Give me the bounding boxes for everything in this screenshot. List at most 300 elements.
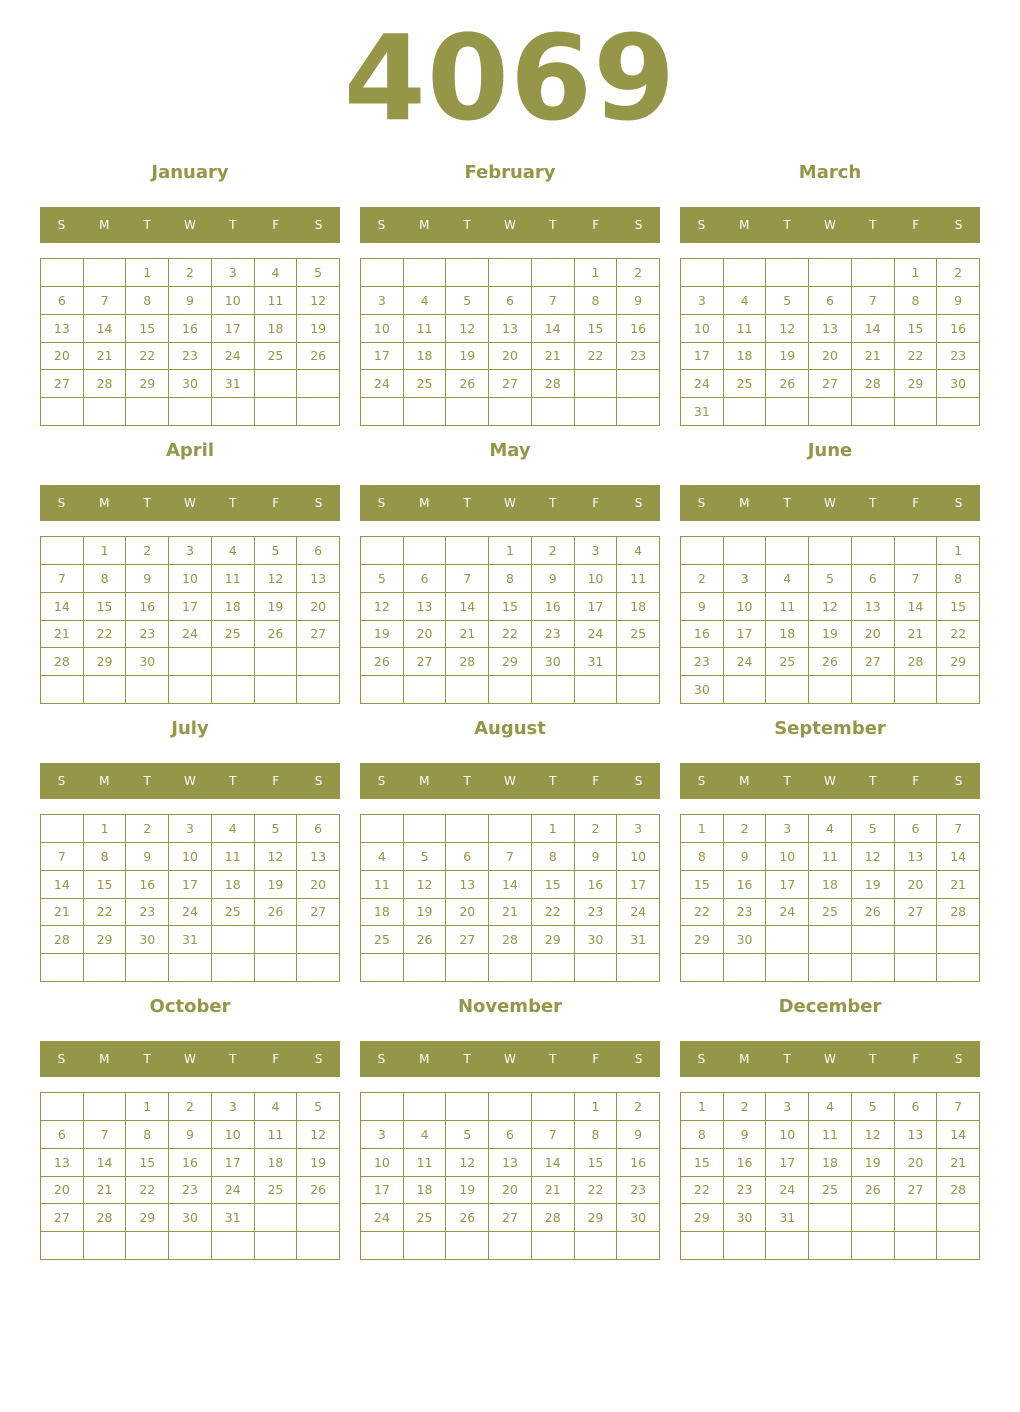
day-cell: 3 — [617, 815, 660, 843]
day-cell: 16 — [126, 593, 169, 621]
day-cell — [809, 954, 852, 982]
day-cell: 2 — [169, 259, 212, 287]
day-cell: 12 — [255, 843, 298, 871]
day-cell: 30 — [169, 370, 212, 398]
day-cell: 6 — [297, 537, 340, 565]
day-cell: 12 — [446, 315, 489, 343]
day-cell — [489, 1232, 532, 1260]
day-cell: 21 — [937, 871, 980, 899]
day-cell: 10 — [724, 593, 767, 621]
day-cell: 22 — [575, 343, 618, 371]
day-cell — [169, 676, 212, 704]
day-cell — [852, 1232, 895, 1260]
day-cell — [169, 954, 212, 982]
day-cell: 11 — [404, 1149, 447, 1177]
day-cell: 18 — [617, 593, 660, 621]
weekday-header — [360, 207, 660, 243]
month-december — [680, 984, 980, 1262]
day-cell: 23 — [126, 621, 169, 649]
day-cell: 15 — [895, 315, 938, 343]
day-cell — [404, 954, 447, 982]
day-cell: 28 — [489, 926, 532, 954]
day-cell: 4 — [212, 815, 255, 843]
day-cell: 20 — [446, 899, 489, 927]
day-cell: 11 — [724, 315, 767, 343]
day-cell: 31 — [766, 1204, 809, 1232]
weekday-label: T — [869, 496, 877, 510]
day-cell — [575, 398, 618, 426]
day-cell: 28 — [84, 1204, 127, 1232]
day-cell: 22 — [489, 621, 532, 649]
day-cell: 2 — [126, 815, 169, 843]
day-cell: 28 — [937, 1177, 980, 1205]
day-cell: 29 — [937, 648, 980, 676]
day-cell: 16 — [532, 593, 575, 621]
month-name: April — [165, 440, 215, 461]
day-cell: 23 — [575, 899, 618, 927]
day-cell: 8 — [681, 843, 724, 871]
day-cell: 5 — [255, 815, 298, 843]
day-cell: 31 — [169, 926, 212, 954]
day-cell: 7 — [852, 287, 895, 315]
month-october — [40, 984, 340, 1262]
weekday-label: S — [57, 218, 66, 232]
day-cell: 13 — [41, 315, 84, 343]
weekday-label: S — [314, 1052, 323, 1066]
day-cell — [361, 815, 404, 843]
day-cell — [766, 1232, 809, 1260]
day-cell — [446, 537, 489, 565]
day-cell: 6 — [489, 1121, 532, 1149]
day-cell — [404, 1232, 447, 1260]
day-cell: 19 — [255, 871, 298, 899]
day-cell: 1 — [575, 259, 618, 287]
day-cell — [297, 1204, 340, 1232]
weekday-label: W — [184, 774, 196, 788]
day-cell — [532, 1093, 575, 1121]
day-cell: 3 — [766, 1093, 809, 1121]
day-cell: 7 — [532, 1121, 575, 1149]
weekday-label: W — [504, 218, 516, 232]
day-cell: 27 — [297, 899, 340, 927]
day-cell: 11 — [255, 1121, 298, 1149]
day-cell — [766, 259, 809, 287]
day-cell — [532, 676, 575, 704]
weekday-header — [680, 1041, 980, 1077]
weekday-label: M — [99, 1052, 110, 1066]
weekday-label: T — [143, 1052, 151, 1066]
day-cell — [41, 398, 84, 426]
weekday-label: T — [229, 774, 237, 788]
day-cell — [297, 926, 340, 954]
day-cell — [404, 1093, 447, 1121]
day-cell: 4 — [255, 259, 298, 287]
day-cell: 5 — [404, 843, 447, 871]
weekday-label: S — [634, 774, 643, 788]
day-cell: 2 — [575, 815, 618, 843]
day-cell — [212, 648, 255, 676]
weekday-header — [680, 763, 980, 799]
day-cell: 6 — [852, 565, 895, 593]
day-cell — [404, 676, 447, 704]
day-cell: 24 — [361, 370, 404, 398]
day-cell — [809, 1232, 852, 1260]
weekday-label: T — [549, 496, 557, 510]
day-cell — [126, 398, 169, 426]
day-cell: 25 — [724, 370, 767, 398]
day-cell — [617, 1232, 660, 1260]
day-cell: 8 — [126, 1121, 169, 1149]
weekday-label: T — [143, 218, 151, 232]
weekday-label: W — [504, 1052, 516, 1066]
day-cell — [937, 1232, 980, 1260]
day-cell: 15 — [84, 593, 127, 621]
day-cell: 25 — [361, 926, 404, 954]
day-cell: 4 — [404, 1121, 447, 1149]
day-cell: 15 — [937, 593, 980, 621]
day-cell: 14 — [937, 843, 980, 871]
month-july — [40, 706, 340, 984]
weekday-label: S — [634, 1052, 643, 1066]
month-march — [680, 150, 980, 428]
day-cell: 11 — [212, 565, 255, 593]
day-cell: 2 — [724, 815, 767, 843]
day-cell: 29 — [84, 648, 127, 676]
day-cell: 16 — [617, 1149, 660, 1177]
day-cell: 29 — [126, 1204, 169, 1232]
day-cell: 9 — [126, 843, 169, 871]
day-cell: 19 — [404, 899, 447, 927]
weekday-label: T — [463, 218, 471, 232]
day-cell: 9 — [575, 843, 618, 871]
day-cell: 19 — [255, 593, 298, 621]
month-april — [40, 428, 340, 706]
day-cell: 5 — [766, 287, 809, 315]
day-cell — [361, 676, 404, 704]
day-cell — [895, 954, 938, 982]
day-cell: 15 — [681, 871, 724, 899]
day-cell — [575, 954, 618, 982]
day-cell: 6 — [41, 287, 84, 315]
month-august — [360, 706, 660, 984]
day-cell: 14 — [532, 1149, 575, 1177]
day-cell: 24 — [724, 648, 767, 676]
day-cell: 4 — [724, 287, 767, 315]
weekday-label: S — [377, 1052, 386, 1066]
day-cell: 18 — [404, 1177, 447, 1205]
day-cell — [895, 926, 938, 954]
day-cell — [361, 537, 404, 565]
day-cell: 8 — [575, 287, 618, 315]
day-cell: 23 — [169, 343, 212, 371]
day-cell: 17 — [212, 1149, 255, 1177]
day-cell: 14 — [41, 871, 84, 899]
weekday-label: T — [783, 496, 791, 510]
day-cell — [895, 537, 938, 565]
day-cell — [297, 954, 340, 982]
day-cell: 25 — [255, 343, 298, 371]
day-cell: 21 — [41, 899, 84, 927]
month-name: February — [464, 162, 556, 183]
day-cell: 11 — [766, 593, 809, 621]
day-cell: 26 — [255, 621, 298, 649]
weekday-label: S — [634, 496, 643, 510]
day-cell: 4 — [766, 565, 809, 593]
day-cell: 5 — [361, 565, 404, 593]
weekday-label: T — [783, 1052, 791, 1066]
day-cell: 21 — [84, 343, 127, 371]
day-cell: 15 — [532, 871, 575, 899]
weekday-header — [360, 485, 660, 521]
weekday-label: F — [592, 1052, 600, 1066]
day-cell: 9 — [724, 1121, 767, 1149]
weekday-label: M — [739, 218, 750, 232]
day-cell: 10 — [766, 843, 809, 871]
day-cell: 22 — [937, 621, 980, 649]
day-cell: 5 — [446, 287, 489, 315]
day-cell: 11 — [404, 315, 447, 343]
weekday-label: T — [463, 1052, 471, 1066]
day-cell: 3 — [681, 287, 724, 315]
day-cell — [766, 676, 809, 704]
day-cell: 24 — [361, 1204, 404, 1232]
day-grid — [680, 536, 980, 704]
day-cell: 20 — [41, 343, 84, 371]
weekday-label: W — [184, 496, 196, 510]
day-cell: 7 — [937, 1093, 980, 1121]
day-cell — [255, 676, 298, 704]
day-grid — [680, 814, 980, 982]
day-cell: 10 — [212, 287, 255, 315]
weekday-label: F — [272, 218, 280, 232]
day-cell: 19 — [852, 871, 895, 899]
weekday-label: F — [272, 496, 280, 510]
weekday-label: F — [272, 774, 280, 788]
day-cell — [255, 648, 298, 676]
weekday-label: W — [824, 774, 836, 788]
day-cell: 1 — [126, 1093, 169, 1121]
day-cell: 12 — [852, 1121, 895, 1149]
day-cell: 24 — [575, 621, 618, 649]
day-cell: 29 — [681, 926, 724, 954]
weekday-header — [360, 763, 660, 799]
day-cell — [255, 398, 298, 426]
day-cell — [852, 537, 895, 565]
day-cell — [212, 676, 255, 704]
day-cell — [681, 1232, 724, 1260]
day-cell: 30 — [937, 370, 980, 398]
day-cell: 29 — [532, 926, 575, 954]
day-cell — [297, 370, 340, 398]
day-cell: 4 — [361, 843, 404, 871]
day-cell: 17 — [212, 315, 255, 343]
day-cell: 12 — [766, 315, 809, 343]
day-cell — [126, 676, 169, 704]
day-cell — [809, 676, 852, 704]
day-cell: 23 — [724, 899, 767, 927]
day-cell: 30 — [724, 1204, 767, 1232]
day-cell — [724, 954, 767, 982]
month-january — [40, 150, 340, 428]
day-cell: 20 — [404, 621, 447, 649]
weekday-label: T — [549, 774, 557, 788]
day-cell: 14 — [937, 1121, 980, 1149]
day-cell — [255, 1204, 298, 1232]
day-cell: 28 — [852, 370, 895, 398]
day-cell — [489, 259, 532, 287]
day-cell: 9 — [617, 287, 660, 315]
day-cell: 17 — [169, 871, 212, 899]
weekday-label: S — [697, 218, 706, 232]
day-cell: 4 — [404, 287, 447, 315]
day-cell: 22 — [681, 1177, 724, 1205]
weekday-label: F — [912, 1052, 920, 1066]
day-cell — [617, 954, 660, 982]
day-cell: 21 — [41, 621, 84, 649]
day-cell: 14 — [84, 1149, 127, 1177]
day-cell: 5 — [446, 1121, 489, 1149]
day-cell — [766, 926, 809, 954]
day-cell: 13 — [489, 315, 532, 343]
day-cell: 24 — [169, 621, 212, 649]
day-cell — [809, 537, 852, 565]
day-cell: 30 — [126, 926, 169, 954]
day-cell: 8 — [126, 287, 169, 315]
weekday-header — [40, 763, 340, 799]
day-cell: 8 — [895, 287, 938, 315]
day-cell: 24 — [169, 899, 212, 927]
day-cell: 3 — [212, 259, 255, 287]
day-cell: 24 — [617, 899, 660, 927]
day-cell — [617, 398, 660, 426]
day-cell — [297, 398, 340, 426]
day-cell — [681, 537, 724, 565]
day-cell — [895, 398, 938, 426]
day-cell: 15 — [84, 871, 127, 899]
day-grid — [360, 1092, 660, 1260]
day-cell: 28 — [84, 370, 127, 398]
weekday-label: S — [697, 1052, 706, 1066]
weekday-label: T — [869, 218, 877, 232]
weekday-label: S — [314, 496, 323, 510]
day-cell: 31 — [212, 370, 255, 398]
day-cell: 20 — [852, 621, 895, 649]
month-name: September — [774, 718, 886, 739]
day-cell: 13 — [446, 871, 489, 899]
day-cell: 26 — [766, 370, 809, 398]
day-cell: 19 — [852, 1149, 895, 1177]
day-cell — [809, 1204, 852, 1232]
day-cell: 30 — [532, 648, 575, 676]
day-cell — [84, 954, 127, 982]
day-cell: 28 — [532, 1204, 575, 1232]
day-cell: 3 — [575, 537, 618, 565]
day-cell — [724, 1232, 767, 1260]
day-cell — [489, 954, 532, 982]
day-cell: 26 — [255, 899, 298, 927]
weekday-label: M — [739, 496, 750, 510]
month-february — [360, 150, 660, 428]
day-cell — [446, 1093, 489, 1121]
weekday-label: S — [57, 496, 66, 510]
day-cell — [297, 1232, 340, 1260]
day-grid — [40, 258, 340, 426]
day-grid — [40, 1092, 340, 1260]
day-cell: 2 — [617, 1093, 660, 1121]
day-cell: 19 — [361, 621, 404, 649]
day-cell: 7 — [446, 565, 489, 593]
month-name: August — [474, 718, 546, 739]
day-cell — [724, 676, 767, 704]
day-cell — [84, 1093, 127, 1121]
day-cell — [446, 815, 489, 843]
weekday-label: T — [783, 774, 791, 788]
day-cell: 1 — [126, 259, 169, 287]
day-cell: 31 — [575, 648, 618, 676]
day-cell: 12 — [297, 1121, 340, 1149]
day-cell: 3 — [212, 1093, 255, 1121]
day-cell: 19 — [446, 1177, 489, 1205]
day-cell: 2 — [617, 259, 660, 287]
day-cell: 2 — [681, 565, 724, 593]
day-cell: 7 — [84, 287, 127, 315]
day-cell — [84, 676, 127, 704]
day-cell: 24 — [212, 1177, 255, 1205]
day-cell: 6 — [895, 815, 938, 843]
day-cell: 30 — [724, 926, 767, 954]
day-cell: 17 — [766, 1149, 809, 1177]
day-cell: 5 — [852, 815, 895, 843]
day-cell: 7 — [895, 565, 938, 593]
day-cell: 16 — [126, 871, 169, 899]
day-cell — [532, 398, 575, 426]
day-cell: 1 — [84, 815, 127, 843]
day-cell — [404, 398, 447, 426]
day-cell: 19 — [809, 621, 852, 649]
day-cell: 2 — [126, 537, 169, 565]
day-cell — [126, 1232, 169, 1260]
weekday-label: S — [697, 496, 706, 510]
day-cell — [84, 398, 127, 426]
weekday-label: S — [377, 218, 386, 232]
day-cell — [41, 537, 84, 565]
day-cell: 24 — [766, 1177, 809, 1205]
day-cell: 7 — [84, 1121, 127, 1149]
day-cell — [937, 398, 980, 426]
weekday-label: S — [954, 774, 963, 788]
weekday-label: S — [314, 218, 323, 232]
day-cell: 27 — [297, 621, 340, 649]
day-cell: 18 — [361, 899, 404, 927]
day-cell: 4 — [617, 537, 660, 565]
day-cell: 10 — [361, 315, 404, 343]
weekday-label: T — [229, 218, 237, 232]
day-cell: 5 — [297, 1093, 340, 1121]
weekday-header — [40, 1041, 340, 1077]
day-cell: 25 — [212, 621, 255, 649]
day-cell: 6 — [446, 843, 489, 871]
day-cell: 9 — [681, 593, 724, 621]
day-cell: 10 — [361, 1149, 404, 1177]
day-cell: 14 — [895, 593, 938, 621]
day-cell: 14 — [489, 871, 532, 899]
day-cell: 21 — [852, 343, 895, 371]
day-cell: 8 — [84, 843, 127, 871]
day-cell — [255, 370, 298, 398]
day-cell: 30 — [126, 648, 169, 676]
day-cell: 3 — [169, 537, 212, 565]
day-cell: 16 — [169, 1149, 212, 1177]
